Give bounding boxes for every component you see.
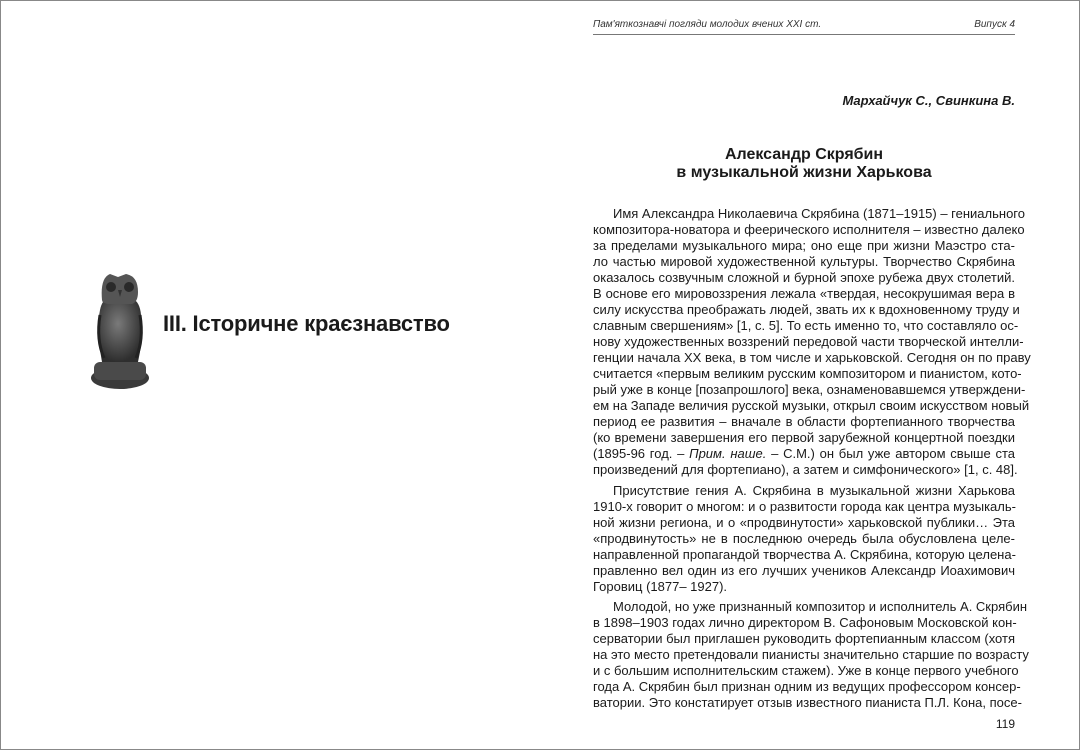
text-line: ной жизни региона, и о «продвинутости» харьковской публики… Эта — [593, 514, 1015, 530]
text-line: славным свершениям» [1, с. 5]. То есть именно то, что составляло ос- — [593, 318, 1019, 333]
article-title-line: Александр Скрябин — [724, 146, 884, 163]
text-line: Присутствие гения А. Скрябина в музыкальной жизни Харькова — [613, 482, 1015, 498]
text-line: Молодой, но уже признанный композитор и исполнитель А. Скрябин — [613, 599, 1028, 614]
text-line: композитора-новатора и феерического исполнителя – известно далеко — [593, 222, 1025, 237]
text-line: ло частью мировой художественной культуры. Творчество Скрябина — [593, 254, 1015, 269]
text-line: период ее развития – вначале в области фортепианного творчества — [593, 414, 1015, 429]
article-authors: Мархайчук С., Свинкина В. — [842, 93, 1015, 108]
text-line: за пределами музыкального мира; оно еще при жизни Маэстро ста- — [593, 238, 1015, 253]
text-line: В основе его мировоззрения лежала «твердая, несокрушимая вера в — [593, 286, 1015, 301]
text-line: ем на Западе величия русской музыки, открыл своим искусством новый — [593, 398, 1030, 413]
text-line: на это место претендовали пианисты значительно старшие по возрасту — [593, 647, 1029, 662]
text-line: года А. Скрябин был признан одним из ведущих профессором консер- — [593, 679, 1021, 694]
text-line: (1895-96 год. – Прим. наше. – С.М.) он был уже автором свыше ста — [593, 446, 1016, 461]
text-line: (ко времени завершения его первой зарубежной концертной поездки — [593, 430, 1015, 445]
text-line: в 1898–1903 годах лично директором В. Сафоновым Московской кон- — [593, 615, 1017, 630]
text-line: направленной пропагандой творчества А. Скрябина, которую целена- — [593, 546, 1016, 562]
text-line: «продвинутость» не в последнюю очередь была обусловлена целе- — [593, 530, 1015, 546]
text-line: 1910-х говорит о многом: и о развитости города как центра музыкаль- — [593, 498, 1016, 514]
text-line: рый уже в конце [позапрошлого] века, ознаменовавшемся утверждени- — [593, 382, 1026, 397]
text-line: серватории был приглашен руководить фортепианным классом (хотя — [593, 631, 1015, 646]
article-title — [593, 146, 1015, 182]
article-title-line: в музыкальной жизни Харькова — [676, 164, 932, 181]
paragraph — [593, 599, 1029, 711]
paragraph — [593, 206, 1031, 478]
text-line: оказалось созвучным сложной и бурной эпохе рубежа двух столетий. — [593, 270, 1015, 285]
article-body — [593, 206, 1031, 716]
page-number: 119 — [995, 717, 1015, 731]
text-line: Имя Александра Николаевича Скрябина (1871–1915) – гениального — [613, 206, 1025, 221]
header-rule — [593, 34, 1015, 35]
running-head — [593, 19, 1015, 30]
text-line: и с большим исполнительским стажем). Уже в конце первого учебного — [593, 663, 1019, 678]
text-line: силу искусства преображать людей, звать их к вдохновенному труду и — [593, 302, 1020, 317]
text-line: считается «первым великим русским композитором и пианистом, кото- — [593, 366, 1022, 381]
section-heading: III. Історичне краєзнавство — [163, 311, 450, 336]
text-line: нову художественных воззрений передовой части творческой интелли- — [593, 334, 1024, 349]
paragraph — [593, 483, 1015, 595]
editorial-note: Прим. наше. — [689, 446, 767, 461]
text-line: правленно вел один из его лучших учеников Александр Иоахимович — [593, 562, 1015, 578]
text-line: произведений для фортепиано), а затем и симфонического» [1, с. 48]. — [593, 462, 1018, 477]
issue-label: Випуск 4 — [974, 19, 1015, 30]
owl-statue-image — [88, 270, 152, 390]
text-line: генции начала XX века, в том числе и харьковской. Сегодня он по праву — [593, 350, 1031, 365]
journal-title: Пам'яткознавчі погляди молодих вчених XXI ст. — [593, 19, 822, 30]
text-line: ватории. Это констатирует отзыв известного пианиста П.Л. Кона, посе- — [593, 695, 1022, 710]
text-line: Горовиц (1877– 1927). — [593, 578, 728, 594]
